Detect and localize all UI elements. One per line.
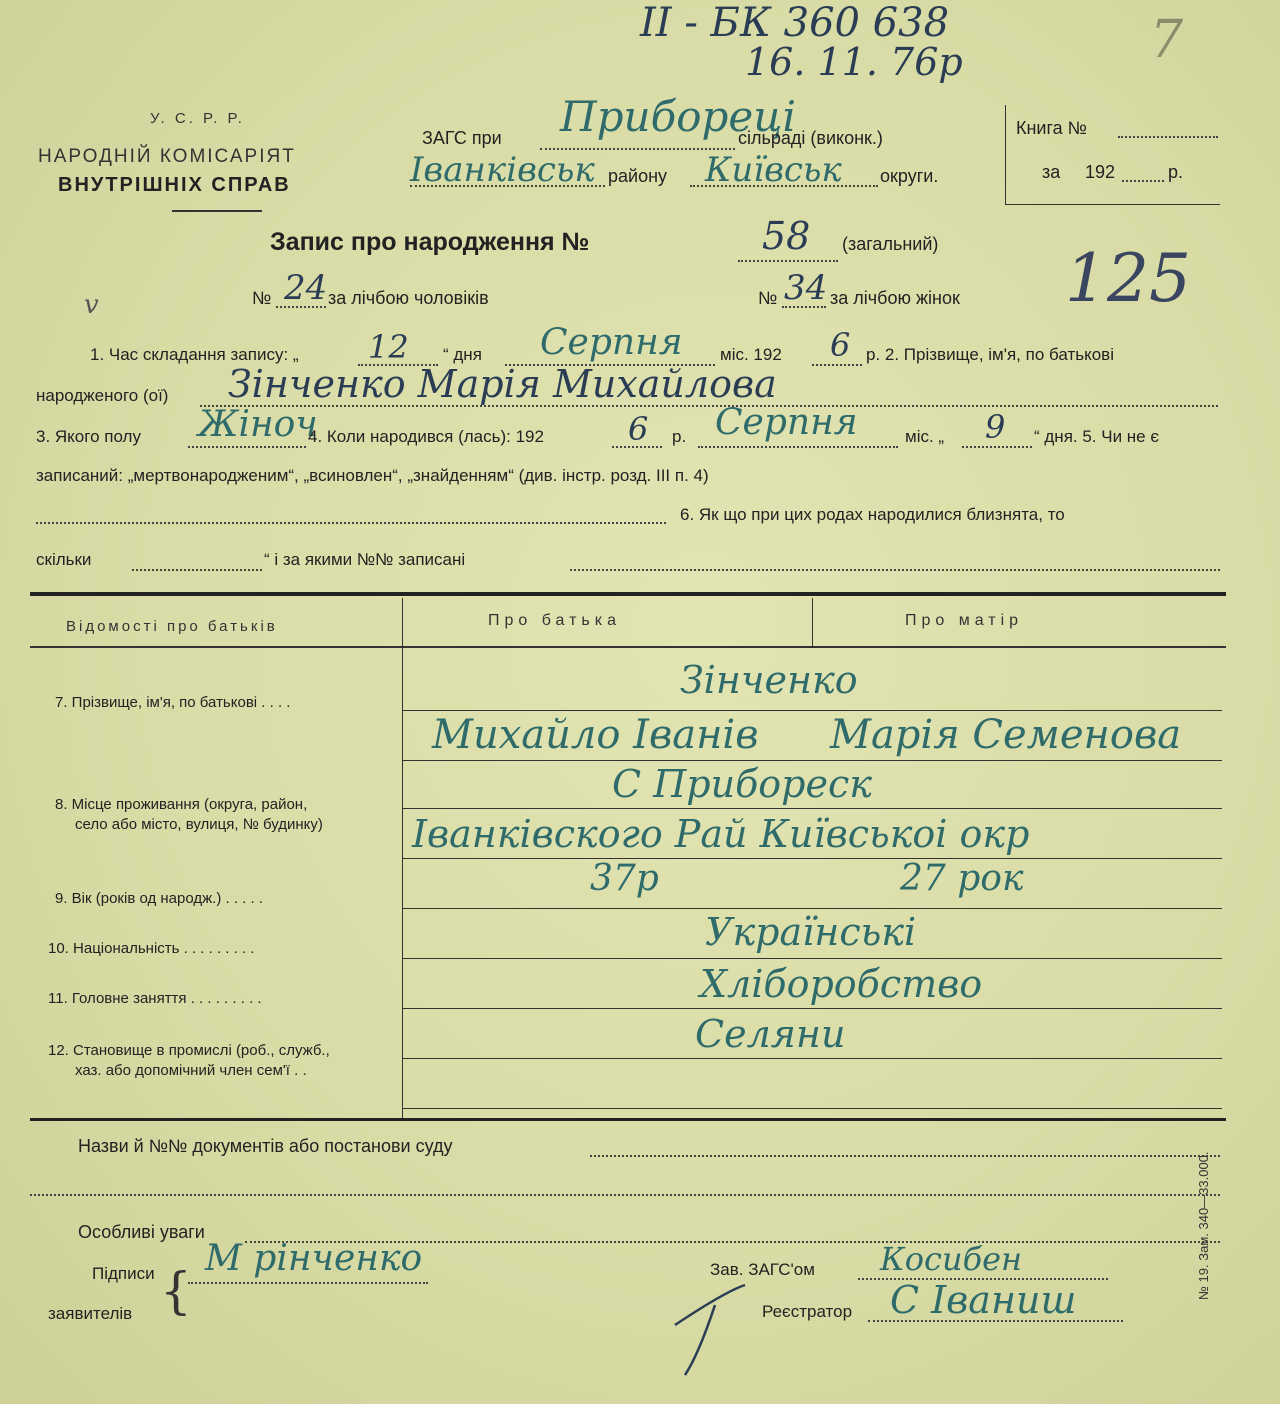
row3-year-label: р. <box>672 427 687 446</box>
documents-label: Назви й №№ документів або постанови суду <box>78 1136 453 1156</box>
zags-head-signature: Косибен <box>880 1240 1023 1278</box>
row1-year: 6 <box>830 326 851 364</box>
row3-year: 6 <box>628 410 649 448</box>
corner-page-mark: 7 <box>1150 10 1184 70</box>
row4-label: записаний: „мертвонародженим“, „всиновлен“, „знайденням“ (див. інстр. розд. III п. 4) <box>36 466 709 485</box>
field11-label: 11. Головне заняття . . . . . . . . . <box>48 990 262 1007</box>
registrar-label: Реєстратор <box>762 1302 853 1321</box>
book-year-suffix: р. <box>1168 162 1184 182</box>
book-label: Книга № <box>1016 118 1087 138</box>
male-no-sign: № <box>252 288 272 308</box>
archive-mark-line1: II - БК 360 638 <box>640 0 950 46</box>
row1-year-line <box>812 364 862 366</box>
zags-suffix: сільраді (виконк.) <box>738 128 883 148</box>
table-rule-5 <box>402 908 1222 909</box>
table-col3-header: Про матір <box>905 612 1024 629</box>
signature-flourish <box>660 1280 760 1380</box>
applicants-label: заявителів <box>48 1304 133 1323</box>
zags-head-label: Зав. ЗАГС'ом <box>710 1260 815 1279</box>
zags-prefix: ЗАГС при <box>422 128 502 148</box>
row5-line <box>36 522 666 524</box>
ussr-label: У. С. Р. Р. <box>150 110 245 127</box>
table-rule-6 <box>402 958 1222 959</box>
row3-month-line <box>698 446 898 448</box>
field8-label-line1: 8. Місце проживання (округа, район, <box>55 796 308 813</box>
table-rule-9 <box>402 1108 1222 1109</box>
table-rule-4 <box>402 858 1222 859</box>
documents-line-2 <box>30 1194 1220 1196</box>
mother-age: 27 рок <box>900 858 1024 899</box>
field8-label-line2: село або місто, вулиця, № будинку) <box>75 816 323 833</box>
zags-village-handwritten: Прибореці <box>560 92 796 141</box>
field12-label-line2: хаз. або допомічний член сем'ї . . <box>75 1062 307 1079</box>
row3-month-label: міс. „ <box>905 427 945 446</box>
field9-label: 9. Вік (років од народж.) . . . . . <box>55 890 263 907</box>
record-number: 58 <box>762 214 811 258</box>
table-rule-7 <box>402 1008 1222 1009</box>
row1-time-label: 1. Час складання запису: „ <box>90 345 299 364</box>
row6-records-line <box>570 569 1220 571</box>
row1-month: Серпня <box>540 322 683 363</box>
record-title: Запис про народження № <box>270 228 590 256</box>
side-print-code: № 19. Зам. 340—33.000. <box>1196 1151 1211 1300</box>
book-box-left <box>1005 105 1006 205</box>
row1-day-label: “ дня <box>443 345 482 364</box>
parents-surname: Зінченко <box>680 658 858 702</box>
female-no-sign: № <box>758 288 778 308</box>
row1-month-label: міс. 192 <box>720 345 782 364</box>
male-count-label: за лічбою чоловіків <box>328 288 489 308</box>
header-rule <box>172 210 262 212</box>
documents-line <box>590 1155 1220 1157</box>
table-col1-header: Відомості про батьків <box>66 618 278 635</box>
row2-child-name: Зінченко Марія Михайлова <box>228 362 777 406</box>
row3-sex: Жіноч <box>198 404 318 445</box>
table-col2-header: Про батька <box>488 612 621 629</box>
record-number-line <box>738 260 838 262</box>
registrar-signature: С Іваниш <box>890 1278 1077 1322</box>
table-col-divider-2 <box>812 598 813 648</box>
residence-village: С Прибореск <box>612 762 872 806</box>
mother-name: Марія Семенова <box>830 712 1182 758</box>
row3-birth-label: 4. Коли народився (лась): 192 <box>308 427 544 446</box>
row1-tail-label: р. 2. Прізвище, ім'я, по батькові <box>866 345 1114 364</box>
applicant-signatures-label: Підписи <box>92 1264 155 1283</box>
district-handwritten: Іванківськ <box>410 150 595 190</box>
occupation: Хліборобство <box>700 962 983 1006</box>
nationality: Українські <box>705 910 917 954</box>
book-year-prefix: за <box>1042 162 1061 182</box>
field12-label-line1: 12. Становище в промислі (роб., служб., <box>48 1042 330 1059</box>
okrug-label: округи. <box>880 166 939 186</box>
row6-count-line <box>132 569 262 571</box>
industry-position: Селяни <box>695 1012 846 1056</box>
table-rule-1 <box>402 710 1222 711</box>
district-label: району <box>608 166 668 186</box>
field10-label: 10. Національність . . . . . . . . . <box>48 940 255 957</box>
department-label: ВНУТРІШНІХ СПРАВ <box>58 174 291 196</box>
row1-day: 12 <box>368 328 409 366</box>
row2-label: народженого (ої) <box>36 386 169 405</box>
applicant-signature: М рінченко <box>205 1238 423 1279</box>
row3-tail-label: “ дня. 5. Чи не є <box>1034 427 1160 446</box>
book-box-bottom <box>1005 204 1220 205</box>
row6-records-label: “ і за якими №№ записані <box>264 550 466 569</box>
table-top-rule <box>30 592 1226 596</box>
male-count-number: 24 <box>284 268 328 308</box>
margin-tick-mark: v <box>84 290 99 320</box>
commissariat-label: НАРОДНІЙ КОМІСАРІЯТ <box>38 146 296 167</box>
row3-sex-label: 3. Якого полу <box>36 427 141 446</box>
special-notes-label: Особливі уваги <box>78 1222 205 1242</box>
row3-day: 9 <box>985 408 1006 446</box>
field7-label: 7. Прізвище, ім'я, по батькові . . . . <box>55 694 291 711</box>
row6-label: скільки <box>36 550 92 569</box>
table-rule-8 <box>402 1058 1222 1059</box>
archive-mark-line2: 16. 11. 76р <box>745 40 963 84</box>
father-age: 37р <box>590 858 659 899</box>
okrug-handwritten: Київськ <box>705 150 842 190</box>
residence-district: Іванківского Рай Київськоі окр <box>412 812 1030 856</box>
table-rule-2 <box>402 760 1222 761</box>
applicants-brace: { <box>160 1262 192 1320</box>
record-general-label: (загальний) <box>842 234 939 254</box>
book-year-line <box>1122 180 1164 182</box>
row3-sex-line <box>188 446 306 448</box>
female-count-number: 34 <box>784 268 828 308</box>
female-count-label: за лічбою жінок <box>830 288 960 308</box>
father-name: Михайло Іванів <box>432 712 759 758</box>
table-header-rule <box>30 646 1226 648</box>
book-number-line <box>1118 136 1218 138</box>
margin-total-number: 125 <box>1065 240 1191 317</box>
row3-month: Серпня <box>715 402 858 443</box>
table-rule-3 <box>402 808 1222 809</box>
row5-twins-label: 6. Як що при цих родах народилися близнята, то <box>680 505 1065 524</box>
applicant-signature-line <box>188 1282 428 1284</box>
table-bottom-rule <box>30 1118 1226 1121</box>
book-year-value: 192 <box>1085 162 1116 182</box>
row3-day-line <box>962 446 1032 448</box>
